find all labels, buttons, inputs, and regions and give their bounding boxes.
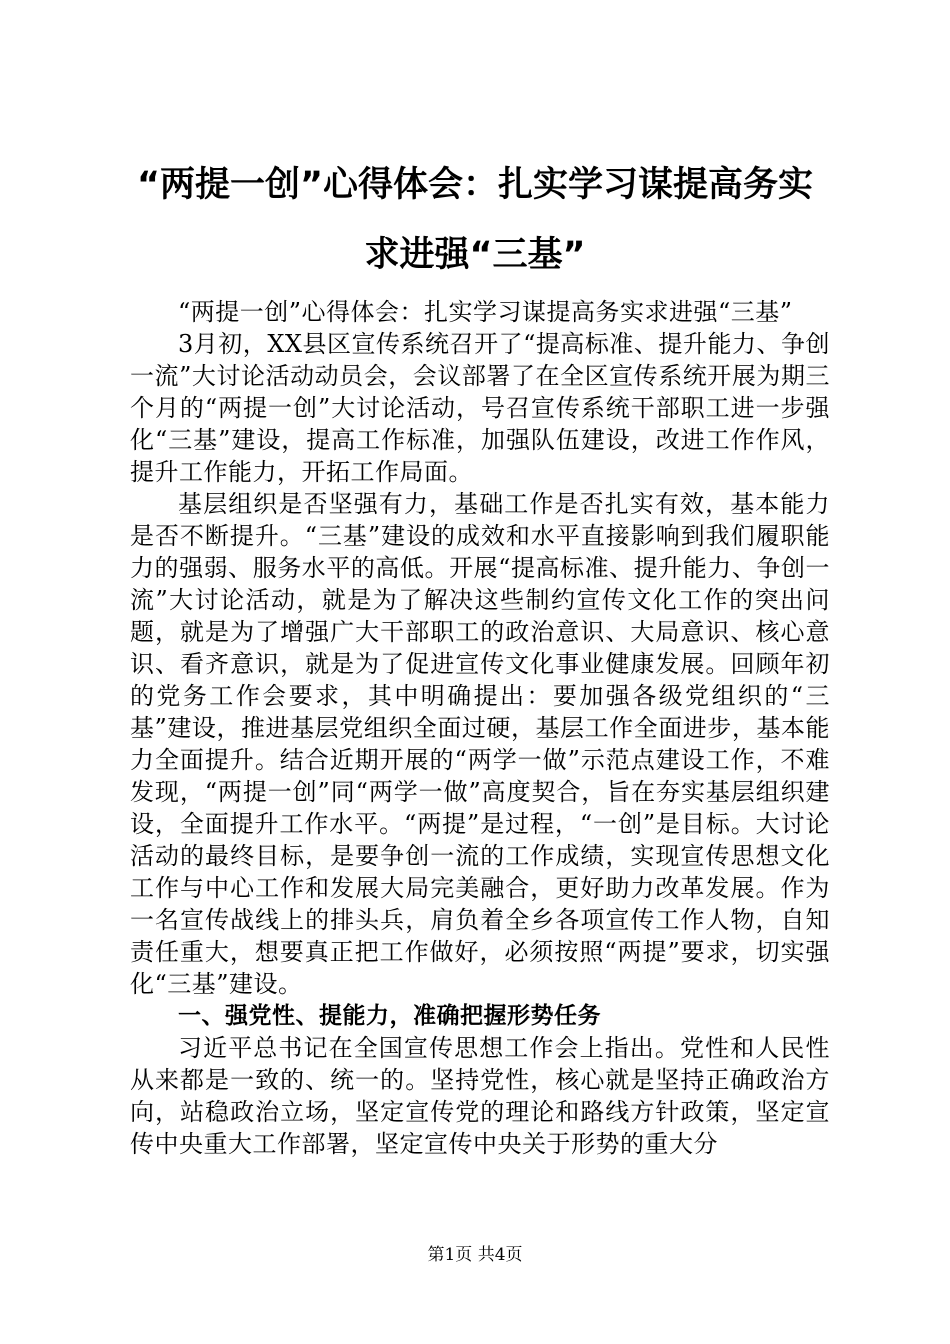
title-line-1: “两提一创”心得体会：扎实学习谋提高务实 (136, 165, 813, 205)
title-line-2: 求进强“三基” (364, 235, 586, 275)
body-paragraph-2: 基层组织是否坚强有力，基础工作是否扎实有效，基本能力是否不断提升。“三基”建设的成效和水平直接影响到我们履职能力的强弱、服务水平的高低。开展“提高标准、提升能力、争创一流”大讨论活动，就是为了解决这些制约宣传文化工作的突出问题，就是为了增强广大干部职工的政治意识、大局意识、核心意识、看齐意识，就是为了促进宣传文化事业健康发展。回顾年初的党务工作会要求，其中明确提出：要加强各级党组织的“三基”建设，推进基层党组织全面过硬，基层工作全面进步，基本能力全面提升。结合近期开展的“两学一做”示范点建设工作，不难发现，“两提一创”同“两学一做”高度契合，旨在夯实基层组织建设，全面提升工作水平。“两提”是过程，“一创”是目标。大讨论活动的最终目标，是要争创一流的工作成绩，实现宣传思想文化工作与中心工作和发展大局完美融合，更好助力改革发展。作为一名宣传战线上的排头兵，肩负着全乡各项宣传工作人物，自知责任重大，想要真正把工作做好，必须按照“两提”要求，切实强化“三基”建设。 (130, 490, 830, 998)
document-title (120, 150, 830, 290)
body-paragraph-1: 3月初，XX县区宣传系统召开了“提高标准、提升能力、争创一流”大讨论活动动员会，会议部署了在全区宣传系统开展为期三个月的“两提一创”大讨论活动，号召宣传系统干部职工进一步强化“三基”建设，提高工作标准，加强队伍建设，改进工作作风，提升工作能力，开拓工作局面。 (130, 330, 830, 486)
body-paragraph-3: 习近平总书记在全国宣传思想工作会上指出。党性和人民性从来都是一致的、统一的。坚持党性，核心就是坚持正确政治方向，站稳政治立场，坚定宣传党的理论和路线方针政策，坚定宣传中央重大工作部署，坚定宣传中央关于形势的重大分 (130, 1034, 830, 1158)
page-footer: 第1页 共4页 (427, 1245, 523, 1265)
subtitle-paragraph: “两提一创”心得体会：扎实学习谋提高务实求进强“三基” (178, 298, 793, 326)
document-body (130, 296, 830, 1160)
section-heading-1: 一、强党性、提能力，准确把握形势任务 (178, 1003, 601, 1029)
